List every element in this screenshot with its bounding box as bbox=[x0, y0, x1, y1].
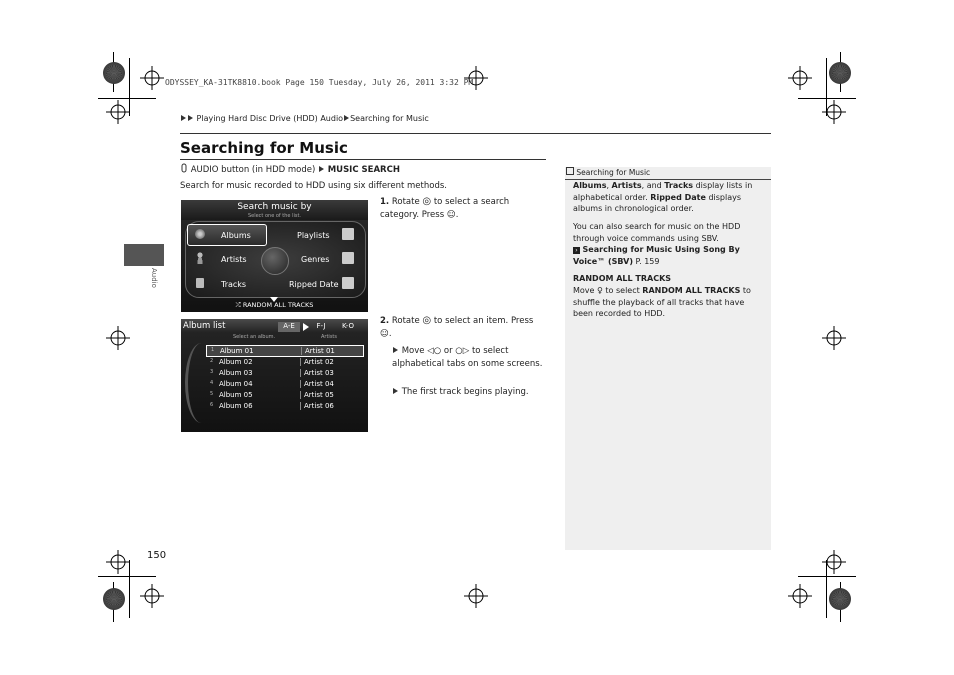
enter-icon: ☺ bbox=[446, 209, 456, 220]
file-info: ODYSSEY_KA-31TK8810.book Page 150 Tuesday, July 26, 2011 3:32 PM bbox=[165, 78, 474, 87]
p1-and: , and bbox=[641, 181, 662, 190]
step-2-sub-2 bbox=[392, 386, 544, 399]
row-number: 6 bbox=[210, 402, 214, 408]
page-number: 150 bbox=[147, 550, 167, 561]
side-panel-heading: RANDOM ALL TRACKS bbox=[573, 274, 672, 283]
tab-a-e[interactable]: A-E bbox=[278, 322, 300, 332]
row-artist: Artist 03 bbox=[304, 369, 334, 377]
p3-bold: RANDOM ALL TRACKS bbox=[642, 286, 741, 295]
albums-label: Albums bbox=[221, 231, 251, 240]
row-album: Album 02 bbox=[219, 358, 253, 366]
crosshair-icon bbox=[140, 66, 164, 90]
side-panel-p3 bbox=[573, 285, 765, 320]
ripped-date-button[interactable]: Ripped Date bbox=[289, 280, 339, 289]
reference-icon bbox=[566, 167, 574, 175]
arrow-icon bbox=[188, 115, 193, 121]
knob-icon bbox=[180, 163, 188, 173]
side-panel-header bbox=[565, 167, 771, 180]
link-page: P. 159 bbox=[635, 256, 660, 266]
crosshair-icon bbox=[140, 584, 164, 608]
link-text[interactable]: Searching for Music Using Song By Voice™ (SBV) bbox=[573, 245, 740, 266]
intro-text: Search for music recorded to HDD using six different methods. bbox=[180, 181, 447, 191]
screen-subtitle: Select one of the list. bbox=[247, 213, 302, 219]
row-separator bbox=[300, 402, 301, 410]
arrow-icon bbox=[393, 347, 398, 353]
center-knob bbox=[261, 247, 289, 275]
row-album: Album 01 bbox=[220, 347, 254, 355]
step-2-text-b: to select an item. Press bbox=[433, 316, 534, 326]
sub-1-text-a: Move bbox=[401, 346, 425, 356]
p3-text-b: to select bbox=[605, 286, 640, 295]
tracks-note-icon bbox=[196, 278, 204, 288]
sub-1-text-c: to select alphabetical tabs on some screens. bbox=[392, 346, 543, 369]
nav-path-prefix: AUDIO button (in HDD mode) bbox=[190, 165, 316, 175]
move-right-icon: ○▷ bbox=[455, 346, 470, 356]
breadcrumb-part1: Playing Hard Disc Drive (HDD) Audio bbox=[196, 114, 344, 123]
crosshair-icon bbox=[106, 550, 130, 574]
ripped-date-icon bbox=[342, 277, 354, 289]
side-panel-p1: Albums, Artists, and Tracks display lists in alphabetical order. Ripped Date displays albums in chronological order. bbox=[573, 181, 753, 213]
side-panel-header-text: Searching for Music bbox=[576, 168, 651, 177]
random-all-tracks-button[interactable] bbox=[181, 301, 368, 312]
crosshair-icon bbox=[822, 550, 846, 574]
step-1: 1. Rotate ◎ to select a search category. Press ☺. bbox=[380, 196, 510, 220]
playlists-button[interactable]: Playlists bbox=[297, 231, 330, 240]
table-row[interactable] bbox=[206, 357, 362, 367]
album-list-title: Album list bbox=[183, 321, 226, 331]
side-tab-label: Audio bbox=[150, 268, 158, 288]
crosshair-icon bbox=[822, 326, 846, 350]
screen-title: Search music by bbox=[237, 202, 312, 212]
table-row[interactable] bbox=[206, 390, 362, 400]
row-album: Album 03 bbox=[219, 369, 253, 377]
table-row[interactable] bbox=[206, 379, 362, 389]
crosshair-icon bbox=[464, 584, 488, 608]
crosshair-icon bbox=[788, 66, 812, 90]
col-album-header: Select an album. bbox=[233, 334, 276, 340]
tracks-button[interactable]: Tracks bbox=[221, 280, 247, 289]
random-all-tracks-label: RANDOM ALL TRACKS bbox=[242, 301, 314, 309]
table-row[interactable] bbox=[206, 345, 364, 357]
step-2-text-a: Rotate bbox=[391, 316, 420, 326]
side-panel-p2: You can also search for music on the HDD through voice commands using SBV. bbox=[573, 222, 741, 243]
arrow-icon bbox=[319, 166, 324, 172]
row-number: 4 bbox=[210, 380, 214, 386]
row-album: Album 05 bbox=[219, 391, 253, 399]
breadcrumb-part2: Searching for Music bbox=[350, 114, 429, 123]
side-panel-link[interactable] bbox=[573, 244, 765, 267]
link-icon: › bbox=[573, 247, 580, 254]
col-artist-header: Artists bbox=[321, 334, 337, 340]
artists-person-icon bbox=[196, 252, 204, 264]
step-1-text-a: Rotate bbox=[391, 197, 420, 207]
row-number: 5 bbox=[210, 391, 214, 397]
header-rule bbox=[180, 133, 771, 134]
row-separator bbox=[301, 347, 302, 355]
sub-2-text: The first track begins playing. bbox=[401, 387, 529, 397]
arrow-icon bbox=[393, 388, 398, 394]
row-album: Album 04 bbox=[219, 380, 253, 388]
row-number: 2 bbox=[210, 358, 214, 364]
table-row[interactable] bbox=[206, 368, 362, 378]
artists-button[interactable]: Artists bbox=[221, 255, 247, 264]
genres-icon bbox=[342, 252, 354, 264]
step-2: 2. Rotate ◎ to select an item. Press ☺. bbox=[380, 315, 534, 339]
step-1-text-b: to select a search category. Press bbox=[380, 197, 510, 220]
nav-path-target: MUSIC SEARCH bbox=[327, 165, 400, 175]
row-number: 3 bbox=[210, 369, 214, 375]
move-left-icon: ◁○ bbox=[427, 346, 442, 356]
term-albums: Albums bbox=[573, 181, 607, 190]
row-separator bbox=[300, 380, 301, 388]
interface-dial-icon: ◎ bbox=[422, 196, 432, 207]
term-tracks: Tracks bbox=[664, 181, 694, 190]
row-artist: Artist 01 bbox=[305, 347, 335, 355]
term-ripped-date: Ripped Date bbox=[650, 192, 706, 202]
row-artist: Artist 05 bbox=[304, 391, 334, 399]
tab-k-o[interactable]: K-O bbox=[341, 322, 355, 330]
arrow-icon bbox=[181, 115, 186, 121]
crosshair-icon bbox=[106, 326, 130, 350]
p3-text-c: to shuffle the playback of all tracks that have been recorded to HDD. bbox=[573, 286, 751, 318]
nav-path bbox=[180, 163, 400, 177]
step-2-number: 2. bbox=[380, 316, 390, 326]
genres-button[interactable]: Genres bbox=[301, 255, 330, 264]
row-separator bbox=[300, 358, 301, 366]
row-artist: Artist 02 bbox=[304, 358, 334, 366]
sub-1-text-b: or bbox=[443, 346, 453, 356]
side-tab bbox=[124, 244, 164, 266]
table-row[interactable] bbox=[206, 401, 362, 411]
side-panel bbox=[565, 167, 771, 550]
crosshair-icon bbox=[788, 584, 812, 608]
step-1-number: 1. bbox=[380, 197, 390, 207]
p1-text-1: display lists in alphabetical order. bbox=[573, 181, 753, 202]
shuffle-icon: ⤮ bbox=[235, 301, 243, 309]
title-rule bbox=[180, 159, 546, 160]
breadcrumb bbox=[180, 114, 429, 123]
p3-text-a: Move bbox=[573, 286, 595, 295]
search-music-screen bbox=[181, 200, 368, 312]
row-artist: Artist 06 bbox=[304, 402, 334, 410]
step-2-sub-1 bbox=[392, 345, 544, 370]
crosshair-icon bbox=[822, 100, 846, 124]
interface-dial-icon: ◎ bbox=[422, 315, 432, 326]
enter-icon: ☺ bbox=[380, 328, 389, 339]
crosshair-icon bbox=[106, 100, 130, 124]
row-separator bbox=[300, 369, 301, 377]
tab-f-j[interactable]: F-J bbox=[316, 322, 326, 330]
tab-arrow-icon bbox=[303, 323, 309, 331]
page-title: Searching for Music bbox=[180, 139, 348, 157]
term-artists: Artists bbox=[611, 181, 642, 190]
arrow-icon bbox=[344, 115, 349, 121]
row-artist: Artist 04 bbox=[304, 380, 334, 388]
joystick-icon: ♀ bbox=[597, 286, 603, 295]
playlists-icon bbox=[342, 228, 354, 240]
p1-text-2: displays albums in chronological order. bbox=[573, 192, 742, 213]
row-album: Album 06 bbox=[219, 402, 253, 410]
albums-disc-icon bbox=[195, 229, 205, 239]
row-number: 1 bbox=[211, 347, 215, 353]
row-separator bbox=[300, 391, 301, 399]
